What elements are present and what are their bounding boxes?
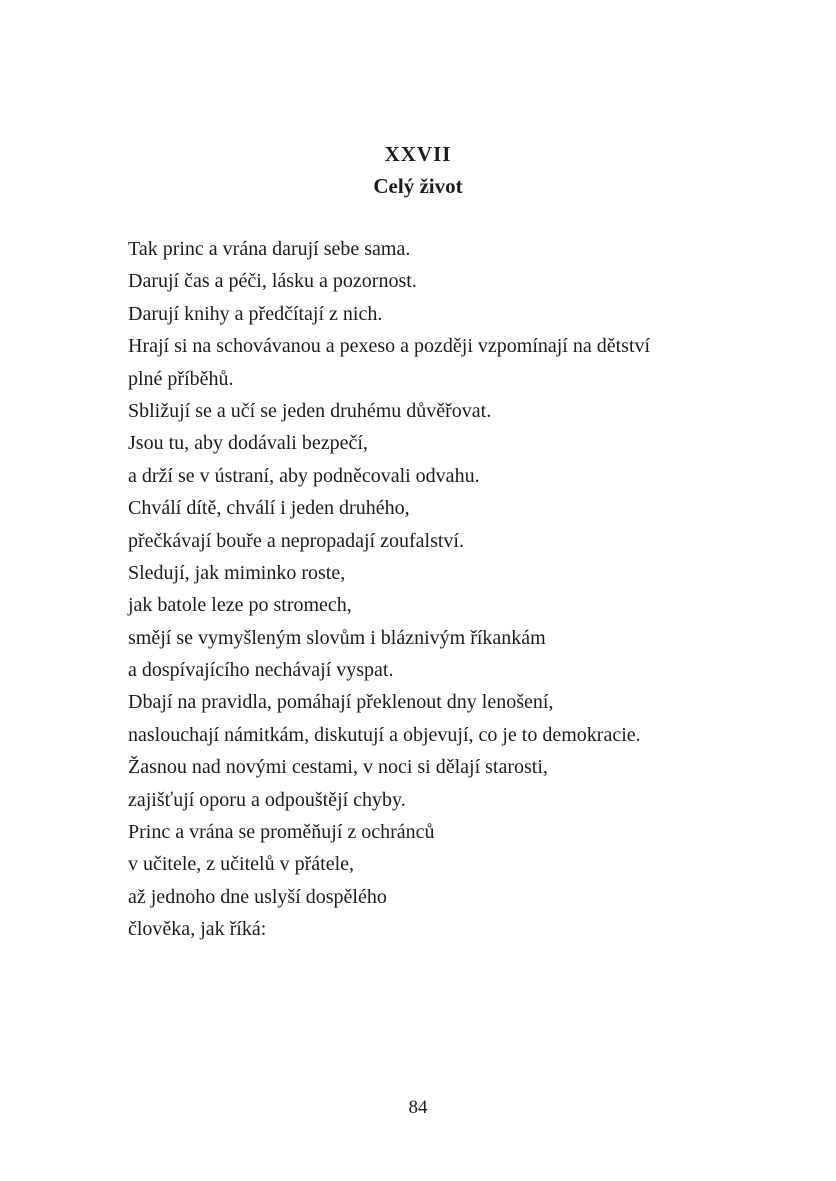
poem-line: Dbají na pravidla, pomáhají překlenout dny lenošení, (128, 691, 554, 714)
poem-line: Žasnou nad novými cestami, v noci si dělají starosti, (128, 756, 548, 779)
page-number: 84 (408, 1097, 428, 1118)
poem-line: Darují knihy a předčítají z nich. (128, 302, 383, 325)
poem-line: Sbližují se a učí se jeden druhému důvěřovat. (128, 399, 492, 422)
poem-line: plné příběhů. (128, 367, 234, 390)
poem-line: Tak princ a vrána darují sebe sama. (128, 238, 411, 260)
poem-line: smějí se vymyšleným slovům i bláznivým říkankám (128, 626, 546, 649)
poem-line: Princ a vrána se proměňují z ochránců (128, 821, 435, 844)
chapter-title: Celý život (373, 174, 463, 198)
poem-line: Hrají si na schovávanou a pexeso a později vzpomínají na dětství (128, 335, 651, 358)
poem-line: Sledují, jak miminko roste, (128, 561, 346, 584)
poem-line: člověka, jak říká: (128, 918, 267, 941)
poem-line: Jsou tu, aby dodávali bezpečí, (128, 432, 368, 455)
poem-line: a dospívajícího nechávají vyspat. (128, 659, 394, 682)
poem-line: a drží se v ústraní, aby podněcovali odvahu. (128, 464, 480, 487)
poem-line: až jednoho dne uslyší dospělého (128, 885, 387, 908)
poem-line: naslouchají námitkám, diskutují a objevují, co je to demokracie. (128, 723, 641, 746)
poem-line: jak batole leze po stromech, (128, 594, 352, 617)
poem-line: přečkávají bouře a nepropadají zoufalství. (128, 529, 464, 552)
chapter-number: XXVII (384, 142, 452, 166)
poem-line: v učitele, z učitelů v přátele, (128, 853, 355, 876)
poem-line: Chválí dítě, chválí i jeden druhého, (128, 497, 410, 520)
poem-line: Darují čas a péči, lásku a pozornost. (128, 270, 417, 293)
poem-body (128, 233, 748, 946)
poem-line: zajišťují oporu a odpouštějí chyby. (128, 788, 406, 811)
